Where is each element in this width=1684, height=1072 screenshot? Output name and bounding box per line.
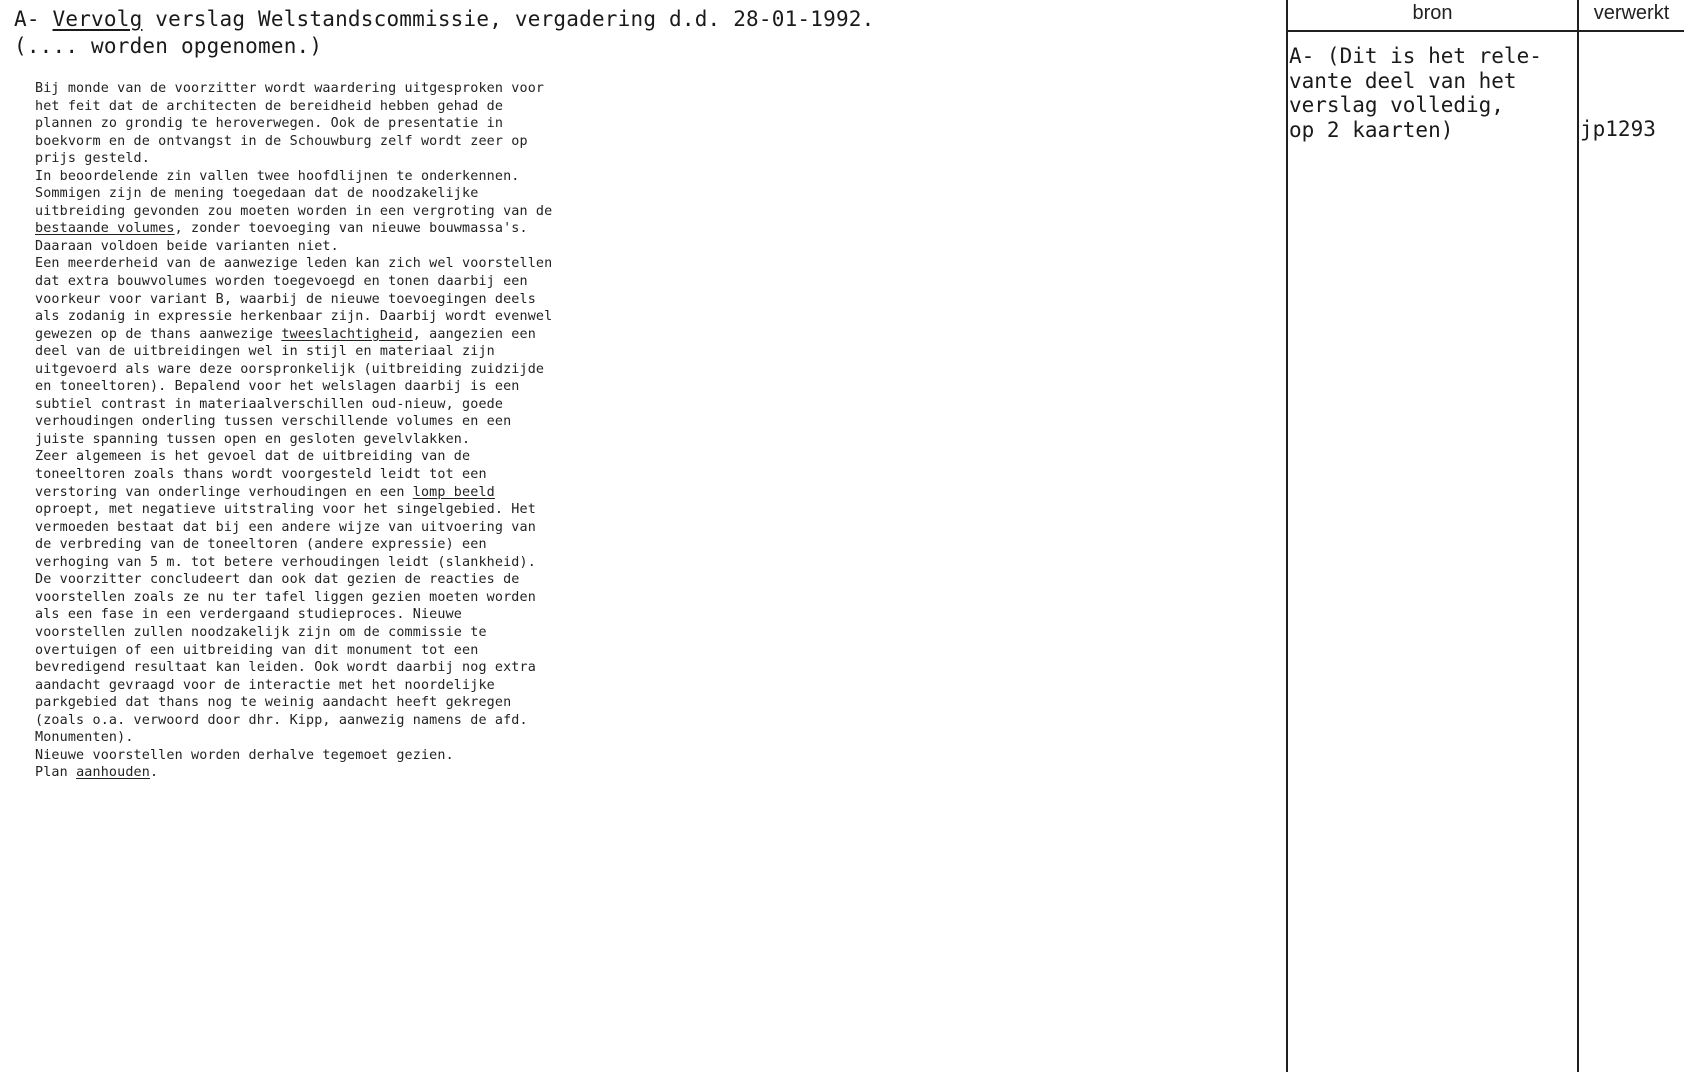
body-line: Een meerderheid van de aanwezige leden kan zich wel voorstellen [35, 256, 553, 272]
document-title [14, 6, 875, 60]
body-line: als zodanig in expressie herkenbaar zijn. Daarbij wordt evenwel [35, 309, 553, 325]
processed-code: jp1293 [1580, 117, 1656, 141]
body-line: het feit dat de architecten de bereidheid hebben gehad de [35, 98, 504, 114]
title-prefix: A- [14, 7, 53, 31]
body-line: bevredigend resultaat kan leiden. Ook wordt daarbij nog extra [35, 660, 536, 676]
body-line [35, 220, 552, 238]
body-line: verhoudingen onderling tussen verschillende volumes en een [35, 414, 512, 430]
body-line [35, 326, 552, 344]
underlined-phrase: tweeslachtigheid [281, 326, 413, 342]
column-divider-right [1577, 0, 1579, 1072]
body-line: vermoeden bestaat dat bij een andere wijze van uitvoering van [35, 519, 536, 535]
underlined-phrase: aanhouden [76, 765, 150, 781]
body-line: overtuigen of een uitbreiding van dit monument tot een [35, 642, 479, 658]
body-fragment: , zonder toevoeging van nieuwe bouwmassa's. [174, 221, 528, 237]
source-line: op 2 kaarten) [1289, 117, 1454, 142]
source-note [1289, 44, 1542, 142]
body-line: Daaraan voldoen beide varianten niet. [35, 238, 339, 254]
body-line: prijs gesteld. [35, 151, 150, 167]
body-fragment: Plan [35, 765, 77, 781]
body-line: voorkeur voor variant B, waarbij de nieuwe toevoegingen deels [35, 291, 536, 307]
body-line [35, 484, 552, 502]
body-line: voorstellen zoals ze nu ter tafel liggen gezien moeten worden [35, 589, 536, 605]
body-fragment: , aangezien een [412, 326, 536, 342]
body-line: Nieuwe voorstellen worden derhalve tegemoet gezien. [35, 747, 454, 763]
body-line: Monumenten). [35, 730, 134, 746]
report-body [35, 80, 552, 782]
body-line [35, 764, 552, 782]
body-line: uitgevoerd als ware deze oorspronkelijk (uitbreiding zuidzijde [35, 361, 545, 377]
body-line: parkgebied dat thans nog te weinig aandacht heeft gekregen [35, 695, 512, 711]
body-line: subtiel contrast in materiaalverschillen oud-nieuw, goede [35, 396, 504, 412]
underlined-phrase: bestaande volumes [35, 221, 175, 237]
body-fragment: . [149, 765, 159, 781]
body-line: Bij monde van de voorzitter wordt waardering uitgesproken voor [35, 81, 545, 96]
body-line: deel van de uitbreidingen wel in stijl en materiaal zijn [35, 344, 495, 360]
body-line: oproept, met negatieve uitstraling voor het singelgebied. Het [35, 502, 536, 518]
title-underlined-word: Vervolg [52, 7, 143, 31]
body-line: juiste spanning tussen open en gesloten gevelvlakken. [35, 431, 471, 447]
body-line: de verbreding van de toneeltoren (andere expressie) een [35, 537, 487, 553]
body-line: verhoging van 5 m. tot betere verhoudingen leidt (slankheid). [35, 554, 536, 570]
body-line: voorstellen zullen noodzakelijk zijn om de commissie te [35, 624, 487, 640]
body-line: Zeer algemeen is het gevoel dat de uitbreiding van de [35, 449, 471, 465]
source-line: vante deel van het [1289, 68, 1517, 93]
title-rest: verslag Welstandscommissie, vergadering d.d. 28-01-1992. [142, 7, 875, 31]
body-line: uitbreiding gevonden zou moeten worden in een vergroting van de [35, 203, 553, 219]
body-line: toneeltoren zoals thans wordt voorgesteld leidt tot een [35, 467, 487, 483]
body-line: en toneeltoren). Bepalend voor het welslagen daarbij is een [35, 379, 520, 395]
body-line: Sommigen zijn de mening toegedaan dat de noodzakelijke [35, 186, 479, 202]
column-header-bron: bron [1412, 2, 1453, 24]
column-divider-left [1286, 0, 1288, 1072]
source-line: A- (Dit is het rele- [1289, 44, 1542, 68]
underlined-phrase: lomp beeld [412, 484, 495, 500]
header-rule [1286, 30, 1684, 32]
title-line-2: (.... worden opgenomen.) [14, 34, 323, 58]
body-fragment: verstoring van onderlinge verhoudingen en een [35, 484, 413, 500]
body-line: In beoordelende zin vallen twee hoofdlijnen te onderkennen. [35, 168, 520, 184]
body-line: De voorzitter concludeert dan ook dat gezien de reacties de [35, 572, 520, 588]
body-line: boekvorm en de ontvangst in de Schouwburg zelf wordt zeer op [35, 133, 528, 149]
body-line: plannen zo grondig te heroverwegen. Ook de presentatie in [35, 116, 504, 132]
column-header-verwerkt: verwerkt [1593, 2, 1670, 24]
body-line: dat extra bouwvolumes worden toegevoegd en tonen daarbij een [35, 274, 528, 290]
body-fragment: gewezen op de thans aanwezige [35, 326, 282, 342]
body-line: (zoals o.a. verwoord door dhr. Kipp, aanwezig namens de afd. [35, 712, 528, 728]
source-line: verslag volledig, [1289, 93, 1504, 117]
body-line: aandacht gevraagd voor de interactie met het noordelijke [35, 677, 495, 693]
body-line: als een fase in een verdergaand studieproces. Nieuwe [35, 607, 463, 623]
